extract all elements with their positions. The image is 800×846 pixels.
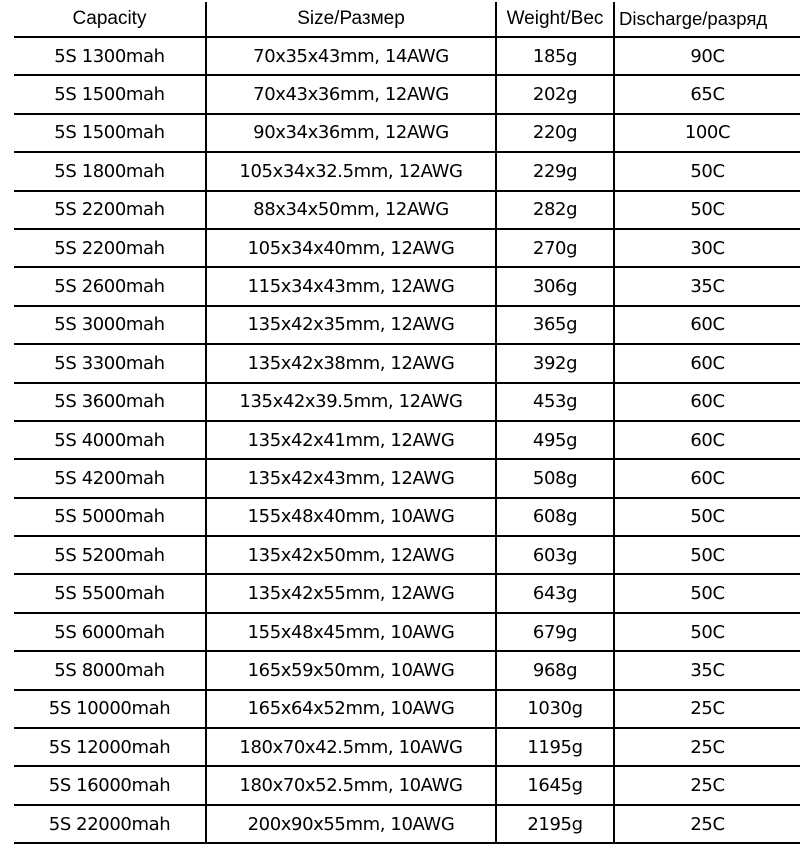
table-row xyxy=(14,229,800,267)
table-row xyxy=(14,37,800,75)
table-row xyxy=(14,651,800,689)
cell-discharge: 60C xyxy=(690,467,725,489)
table-row xyxy=(14,498,800,536)
table-row xyxy=(14,191,800,229)
cell-size: 135x42x35mm, 12AWG xyxy=(206,306,496,344)
cell-capacity: 5S 1500mah xyxy=(14,75,206,113)
cell-capacity: 5S 10000mah xyxy=(14,690,206,728)
cell-discharge: 50C xyxy=(690,160,725,182)
cell-discharge: 100C xyxy=(684,122,731,144)
cell-size: 135x42x50mm, 12AWG xyxy=(206,536,496,574)
cell-weight: 453g xyxy=(496,383,614,421)
cell-weight: 495g xyxy=(496,421,614,459)
cell-weight: 2195g xyxy=(496,805,614,843)
cell-weight: 1195g xyxy=(496,728,614,766)
cell-discharge: 25C xyxy=(690,813,725,835)
cell-capacity: 5S 3600mah xyxy=(14,383,206,421)
table-row xyxy=(14,306,800,344)
header-discharge: Discharge/разряд xyxy=(619,8,768,29)
cell-discharge: 50C xyxy=(690,506,725,528)
cell-capacity: 5S 22000mah xyxy=(14,805,206,843)
cell-discharge: 50C xyxy=(690,199,725,221)
cell-weight: 282g xyxy=(496,191,614,229)
cell-weight: 202g xyxy=(496,75,614,113)
cell-capacity: 5S 2200mah xyxy=(14,191,206,229)
table-body xyxy=(14,37,800,843)
cell-capacity: 5S 1500mah xyxy=(14,114,206,152)
cell-size: 165x59x50mm, 10AWG xyxy=(206,651,496,689)
table-row xyxy=(14,574,800,612)
cell-size: 200x90x55mm, 10AWG xyxy=(206,805,496,843)
table-row xyxy=(14,344,800,382)
cell-discharge: 35C xyxy=(690,659,725,681)
cell-weight: 679g xyxy=(496,613,614,651)
cell-capacity: 5S 4000mah xyxy=(14,421,206,459)
cell-size: 180x70x52.5mm, 10AWG xyxy=(206,766,496,804)
cell-weight: 392g xyxy=(496,344,614,382)
cell-capacity: 5S 6000mah xyxy=(14,613,206,651)
table-row xyxy=(14,805,800,843)
cell-size: 165x64x52mm, 10AWG xyxy=(206,690,496,728)
cell-weight: 508g xyxy=(496,459,614,497)
cell-capacity: 5S 5200mah xyxy=(14,536,206,574)
cell-weight: 220g xyxy=(496,114,614,152)
cell-discharge: 65C xyxy=(690,84,725,106)
header-capacity: Capacity xyxy=(14,2,206,37)
cell-weight: 608g xyxy=(496,498,614,536)
cell-discharge: 50C xyxy=(690,621,725,643)
header-size: Size/Размер xyxy=(206,2,496,37)
cell-discharge: 25C xyxy=(690,775,725,797)
cell-size: 70x35x43mm, 14AWG xyxy=(206,37,496,75)
cell-weight: 1645g xyxy=(496,766,614,804)
cell-size: 155x48x40mm, 10AWG xyxy=(206,498,496,536)
cell-weight: 968g xyxy=(496,651,614,689)
table-row xyxy=(14,613,800,651)
cell-capacity: 5S 2600mah xyxy=(14,267,206,305)
cell-discharge: 50C xyxy=(690,544,725,566)
cell-size: 105x34x40mm, 12AWG xyxy=(206,229,496,267)
cell-discharge: 90C xyxy=(690,45,725,67)
cell-size: 135x42x38mm, 12AWG xyxy=(206,344,496,382)
cell-discharge: 60C xyxy=(690,429,725,451)
cell-capacity: 5S 8000mah xyxy=(14,651,206,689)
cell-weight: 229g xyxy=(496,152,614,190)
cell-discharge: 50C xyxy=(690,583,725,605)
cell-size: 105x34x32.5mm, 12AWG xyxy=(206,152,496,190)
cell-capacity: 5S 3000mah xyxy=(14,306,206,344)
table-row xyxy=(14,383,800,421)
cell-weight: 1030g xyxy=(496,690,614,728)
cell-weight: 270g xyxy=(496,229,614,267)
table-row xyxy=(14,536,800,574)
cell-size: 155x48x45mm, 10AWG xyxy=(206,613,496,651)
table-row xyxy=(14,728,800,766)
cell-size: 135x42x55mm, 12AWG xyxy=(206,574,496,612)
table-row xyxy=(14,75,800,113)
cell-discharge: 60C xyxy=(690,352,725,374)
cell-weight: 185g xyxy=(496,37,614,75)
cell-size: 70x43x36mm, 12AWG xyxy=(206,75,496,113)
table-row xyxy=(14,114,800,152)
cell-size: 115x34x43mm, 12AWG xyxy=(206,267,496,305)
cell-capacity: 5S 4200mah xyxy=(14,459,206,497)
table-row xyxy=(14,459,800,497)
cell-size: 180x70x42.5mm, 10AWG xyxy=(206,728,496,766)
battery-spec-table xyxy=(14,2,800,844)
cell-size: 135x42x41mm, 12AWG xyxy=(206,421,496,459)
cell-discharge: 35C xyxy=(690,276,725,298)
cell-capacity: 5S 12000mah xyxy=(14,728,206,766)
cell-capacity: 5S 3300mah xyxy=(14,344,206,382)
cell-discharge: 25C xyxy=(690,736,725,758)
cell-weight: 643g xyxy=(496,574,614,612)
cell-weight: 306g xyxy=(496,267,614,305)
cell-size: 88x34x50mm, 12AWG xyxy=(206,191,496,229)
cell-capacity: 5S 2200mah xyxy=(14,229,206,267)
cell-size: 135x42x43mm, 12AWG xyxy=(206,459,496,497)
cell-discharge: 25C xyxy=(690,698,725,720)
table-row xyxy=(14,152,800,190)
header-row xyxy=(14,2,800,37)
cell-discharge: 60C xyxy=(690,314,725,336)
cell-capacity: 5S 16000mah xyxy=(14,766,206,804)
cell-weight: 603g xyxy=(496,536,614,574)
cell-discharge: 30C xyxy=(690,237,725,259)
header-weight: Weight/Вес xyxy=(496,2,614,37)
cell-capacity: 5S 5500mah xyxy=(14,574,206,612)
cell-weight: 365g xyxy=(496,306,614,344)
cell-capacity: 5S 1300mah xyxy=(14,37,206,75)
cell-size: 90x34x36mm, 12AWG xyxy=(206,114,496,152)
table-row xyxy=(14,421,800,459)
cell-discharge: 60C xyxy=(690,391,725,413)
table-header xyxy=(14,2,800,37)
cell-size: 135x42x39.5mm, 12AWG xyxy=(206,383,496,421)
table-row xyxy=(14,267,800,305)
table-row xyxy=(14,766,800,804)
table-row xyxy=(14,690,800,728)
cell-capacity: 5S 1800mah xyxy=(14,152,206,190)
cell-capacity: 5S 5000mah xyxy=(14,498,206,536)
